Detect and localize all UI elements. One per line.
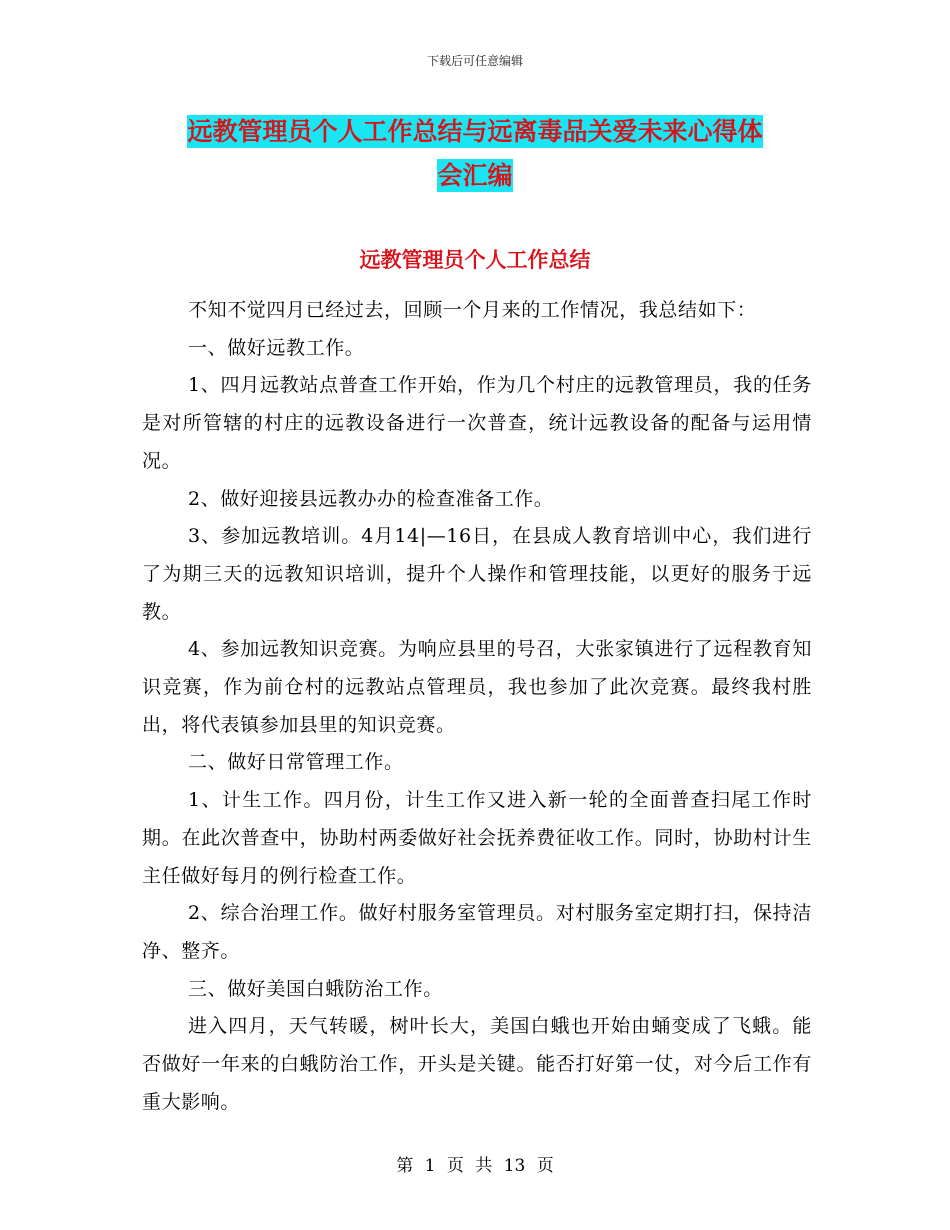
- paragraph-3-1: 进入四月，天气转暖，树叶长大，美国白蛾也开始由蛹变成了飞蛾。能否做好一年来的白蛾防治工作，开头是关键。能否打好第一仗，对今后工作有重大影响。: [142, 1015, 812, 1113]
- paragraph-1-2: 2、做好迎接县远教办办的检查准备工作。: [188, 487, 554, 510]
- document-title: [140, 110, 810, 198]
- paragraph-1-3: 3、参加远教培训。4月14|—16日，在县成人教育培训中心，我们进行了为期三天的远教知识培训，提升个人操作和管理技能，以更好的服务于远教。: [142, 525, 812, 623]
- paragraph-2-2: 2、综合治理工作。做好村服务室管理员。对村服务室定期打扫，保持洁净、整齐。: [142, 902, 812, 962]
- heading-part-2: 二、做好日常管理工作。: [188, 751, 404, 774]
- header-note: 下载后可任意编辑: [426, 54, 523, 68]
- page-footer: 第 1 页 共 13 页: [396, 1156, 554, 1176]
- paragraph-intro: 不知不觉四月已经过去，回顾一个月来的工作情况，我总结如下：: [188, 299, 757, 321]
- paragraph-1-4: 4、参加远教知识竞赛。为响应县里的号召，大张家镇进行了远程教育知识竞赛，作为前仓村的远教站点管理员，我也参加了此次竞赛。最终我村胜出，将代表镇参加县里的知识竞赛。: [142, 638, 812, 736]
- document-title-line2: 会汇编: [437, 161, 513, 190]
- document-title-line1: 远教管理员个人工作总结与远离毒品关爱未来心得体: [187, 117, 763, 146]
- paragraph-2-1: 1、计生工作。四月份，计生工作又进入新一轮的全面普查扫尾工作时期。在此次普查中，协助村两委做好社会抚养费征收工作。同时，协助村计生主任做好每月的例行检查工作。: [142, 789, 812, 887]
- document-body: [142, 292, 812, 1121]
- heading-part-3: 三、做好美国白蛾防治工作。: [188, 977, 443, 1000]
- heading-part-1: 一、做好远教工作。: [188, 336, 365, 359]
- paragraph-1-1: 1、四月远教站点普查工作开始，作为几个村庄的远教管理员，我的任务是对所管辖的村庄的远教设备进行一次普查，统计远教设备的配备与运用情况。: [142, 374, 812, 472]
- section-title: 远教管理员个人工作总结: [359, 247, 591, 272]
